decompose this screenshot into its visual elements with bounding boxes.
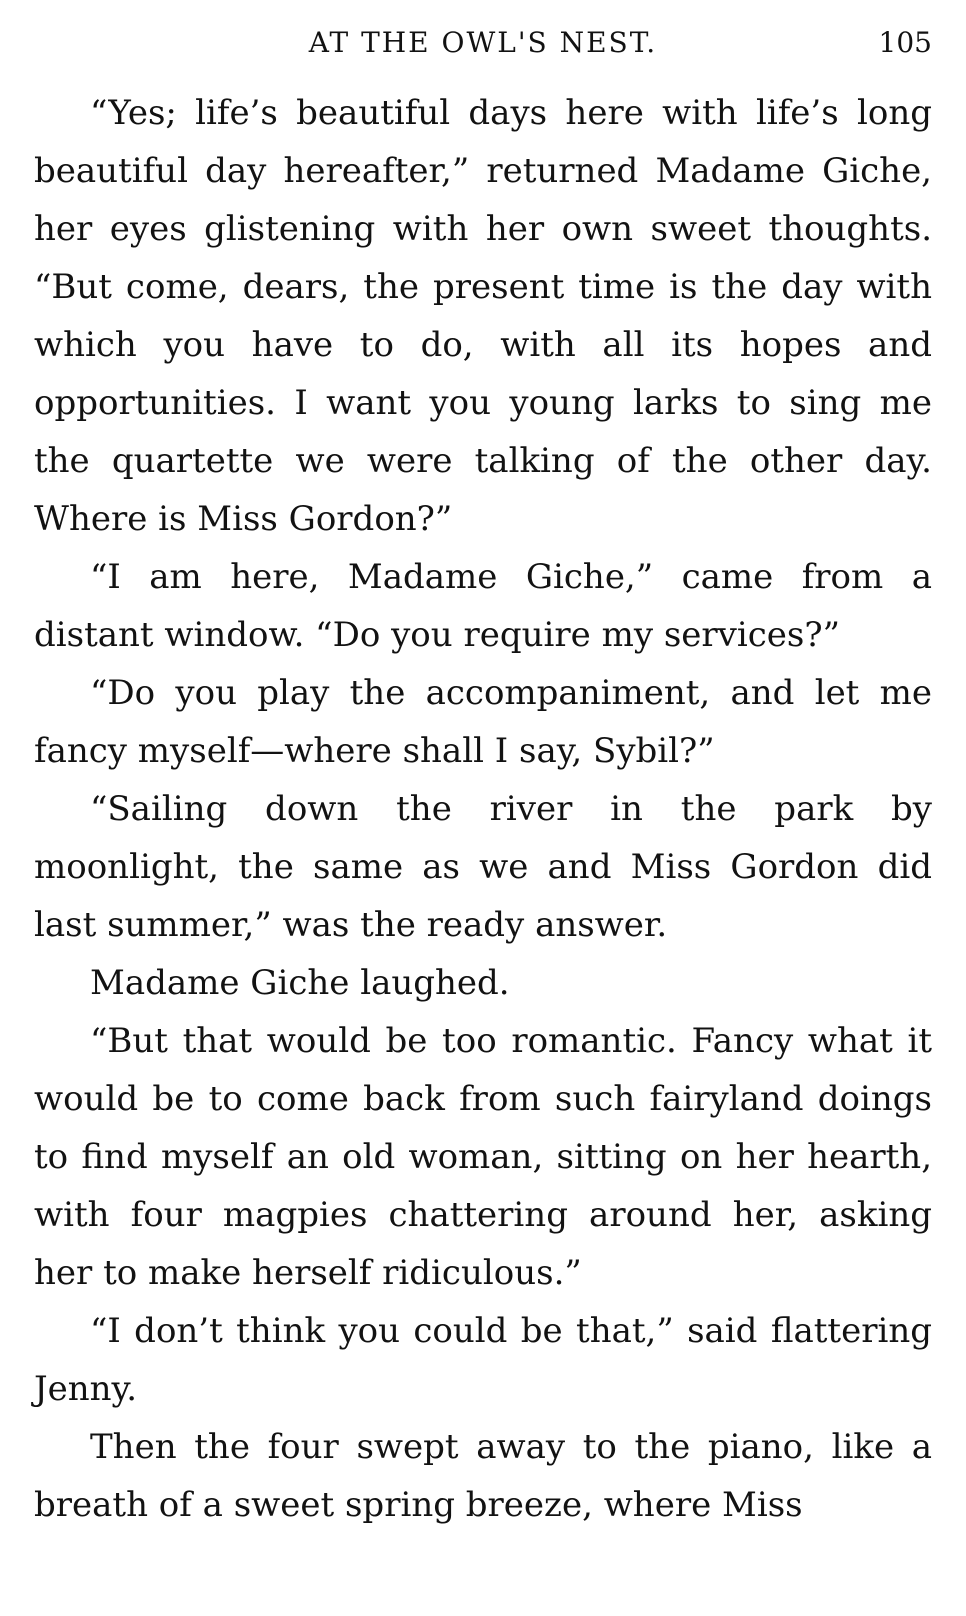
running-title: AT THE OWL'S NEST. — [308, 26, 658, 59]
paragraph: “But that would be too romantic. Fancy what it would be to come back from such fairyland doings to find myself an old woman, sitting on her hearth, with four magpies chattering around her, asking her to make herself ridiculous.” — [34, 1021, 932, 1293]
paragraph: “I am here, Madame Giche,” came from a distant window. “Do you require my services?” — [34, 557, 932, 655]
body-text — [34, 84, 932, 1534]
paragraph: “I don’t think you could be that,” said flattering Jenny. — [34, 1311, 932, 1409]
paragraph: “Do you play the accompaniment, and let me fancy myself—where shall I say, Sybil?” — [34, 673, 932, 771]
running-header — [34, 26, 932, 78]
paragraph: “Sailing down the river in the park by moonlight, the same as we and Miss Gordon did last summer,” was the ready answer. — [34, 789, 932, 945]
paragraph: Madame Giche laughed. — [90, 963, 510, 1003]
paragraph: Then the four swept away to the piano, like a breath of a sweet spring breeze, where Miss — [34, 1427, 932, 1525]
page-number: 105 — [878, 26, 932, 59]
paragraph: “Yes; life’s beautiful days here with life’s long beautiful day hereafter,” returned Madame Giche, her eyes glistening with her own sweet thoughts. “But come, dears, the present time is the day with which you have to do, with all its hopes and opportunities. I want you young larks to sing me the quartette we were talking of the other day. Where is Miss Gordon?” — [34, 93, 932, 539]
